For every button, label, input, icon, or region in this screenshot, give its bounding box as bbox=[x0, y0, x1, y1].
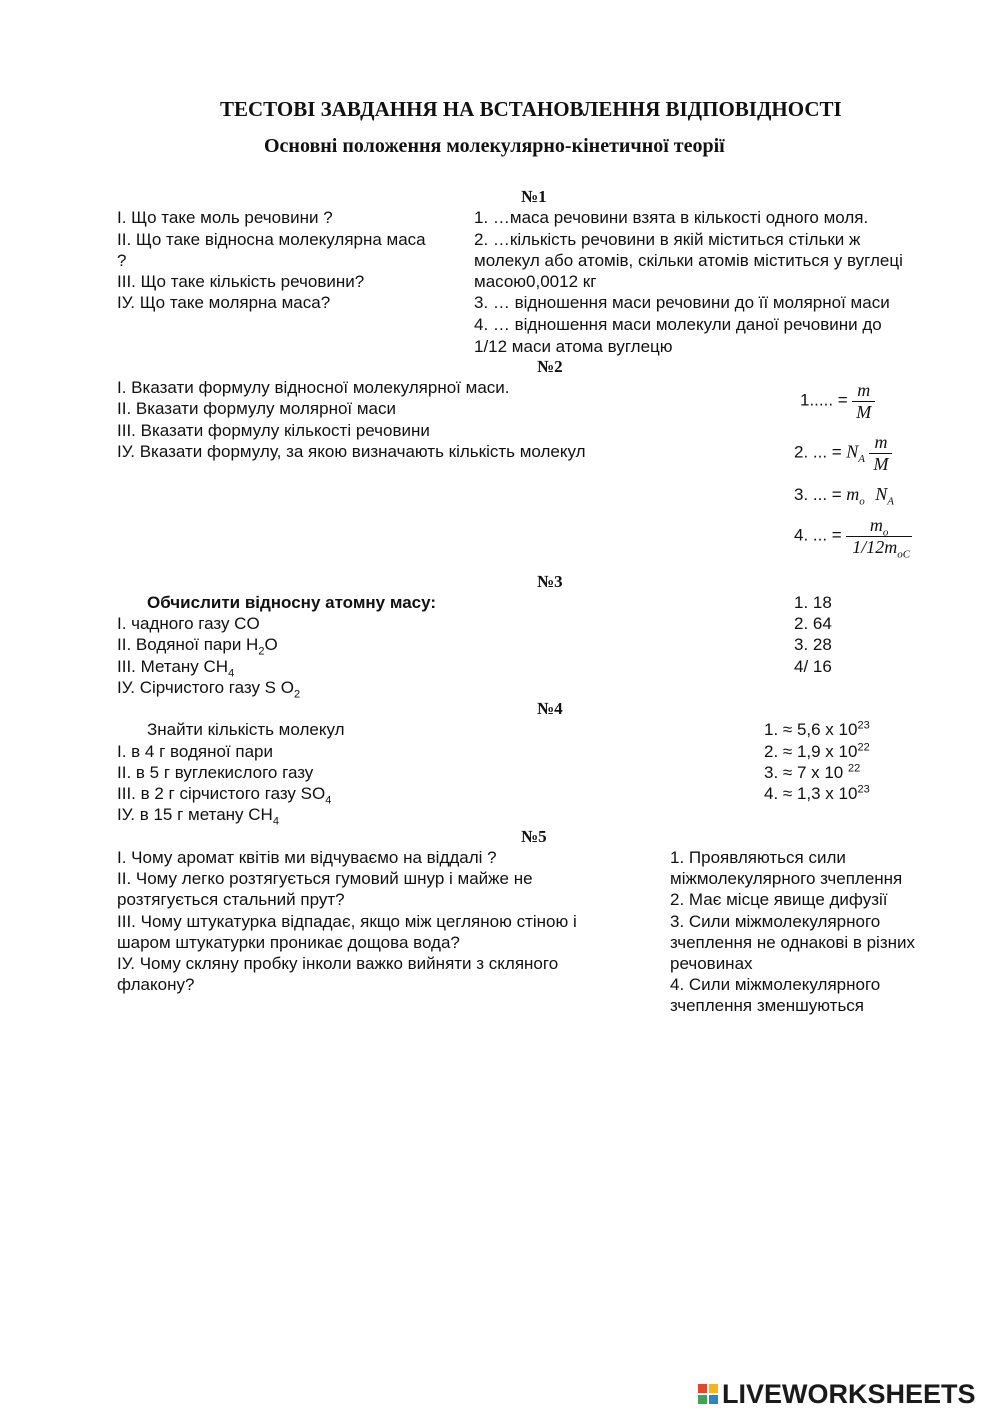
task3-answer: 1. 18 bbox=[794, 593, 832, 612]
task1-answer: 4. … відношення маси молекули даної речовини до bbox=[474, 315, 882, 334]
task3-answer: 4/ 16 bbox=[794, 657, 832, 676]
task4-answer: 1. ≈ 5,6 x $10^{23}$ bbox=[764, 719, 870, 739]
page-title: ТЕСТОВІ ЗАВДАННЯ НА ВСТАНОВЛЕННЯ ВІДПОВІДНОСТІ bbox=[220, 97, 842, 121]
task4-answer: 3. ≈ 7 x 10 $^{22}$ bbox=[764, 762, 861, 782]
formula-subscript: o bbox=[859, 495, 865, 508]
task2-question: ІІІ. Вказати формулу кількості речовини bbox=[117, 421, 430, 440]
formula-avogadro: N bbox=[846, 441, 859, 462]
task4-question: ІУ. в 15 г метану $CH_4$ bbox=[117, 805, 279, 828]
task3-question: ІУ. Сірчистого газу S $O_2$ bbox=[117, 678, 301, 701]
formula-subscript: A bbox=[858, 453, 865, 466]
formula-subscript: oC bbox=[897, 548, 911, 561]
formula-label: 4. ... = bbox=[794, 525, 842, 545]
task5-question: шаром штукатурки проникає дощова вода? bbox=[117, 933, 460, 952]
formula-denominator: 1/12m bbox=[852, 537, 898, 557]
task2-number: №2 bbox=[537, 357, 563, 376]
task5-answer: 3. Сили міжмолекулярного bbox=[670, 912, 881, 931]
task5-question: ІУ. Чому скляну пробку інколи важко вийняти з скляного bbox=[117, 954, 559, 973]
formula-label: 3. ... = bbox=[794, 485, 842, 504]
task1-number: №1 bbox=[521, 187, 547, 206]
formula-numerator: m bbox=[869, 515, 883, 535]
task1-answer: 1. …маса речовини взята в кількості одного моля. bbox=[474, 208, 869, 227]
formula-subscript: A bbox=[887, 495, 894, 508]
task3-question: ІІ. Водяної пари $H_2O$ bbox=[117, 635, 278, 658]
formula-numerator: m bbox=[874, 432, 888, 452]
task2-question: ІУ. Вказати формулу, за якою визначають кількість молекул bbox=[117, 442, 586, 461]
formula-1 bbox=[800, 380, 875, 423]
task1-question: ? bbox=[117, 251, 127, 270]
liveworksheets-logo[interactable] bbox=[698, 1380, 976, 1408]
task5-answer: речовинах bbox=[670, 954, 753, 973]
task5-answer: 1. Проявляються сили bbox=[670, 848, 846, 867]
task3-question: ІІІ. Метану $CH_4$ bbox=[117, 657, 235, 680]
task4-heading: Знайти кількість молекул bbox=[147, 720, 345, 739]
formula-denominator: M bbox=[852, 401, 875, 423]
task1-answer: 1/12 маси атома вуглецю bbox=[474, 337, 673, 356]
formula-3 bbox=[794, 484, 894, 508]
task4-question: ІІ. в 5 г вуглекислого газу bbox=[117, 763, 314, 782]
task5-question: ІІ. Чому легко розтягується гумовий шнур і майже не bbox=[117, 869, 533, 888]
task1-question: ІІ. Що таке відносна молекулярна маса bbox=[117, 230, 426, 249]
task1-question: ІІІ. Що таке кількість речовини? bbox=[117, 272, 365, 291]
task3-heading: Обчислити відносну атомну масу: bbox=[147, 593, 437, 612]
task3-answer: 3. 28 bbox=[794, 635, 832, 654]
task5-answer: 4. Сили міжмолекулярного bbox=[670, 975, 881, 994]
logo-icon bbox=[698, 1384, 718, 1404]
formula-4 bbox=[794, 515, 912, 561]
formula-label: 2. ... = bbox=[794, 442, 842, 462]
logo-square bbox=[698, 1384, 707, 1393]
task5-answer: міжмолекулярного зчеплення bbox=[670, 869, 903, 888]
task5-answer: зчеплення зменшуються bbox=[670, 996, 865, 1015]
task4-question: ІІІ. в 2 г сірчистого газу $SO_4$ bbox=[117, 784, 332, 807]
task5-question: флакону? bbox=[117, 975, 195, 994]
logo-square bbox=[698, 1395, 707, 1404]
task1-question: І. Що таке моль речовини ? bbox=[117, 208, 333, 227]
task4-answer: 2. ≈ 1,9 x $10^{22}$ bbox=[764, 741, 870, 761]
task5-question: розтягується стальний прут? bbox=[117, 890, 345, 909]
task1-answer: 3. … відношення маси речовини до її молярної маси bbox=[474, 293, 890, 312]
formula-label: 1..... = bbox=[800, 390, 848, 410]
task2-question: ІІ. Вказати формулу молярної маси bbox=[117, 399, 397, 418]
task5-answer: зчеплення не однакові в різних bbox=[670, 933, 916, 952]
task4-answer: 4. ≈ 1,3 x $10^{23}$ bbox=[764, 783, 870, 803]
formula-avogadro: N bbox=[875, 484, 888, 504]
formula-mass: m bbox=[846, 484, 860, 504]
task5-answer: 2. Має місце явище дифузії bbox=[670, 890, 888, 909]
task5-question: І. Чому аромат квітів ми відчуваємо на віддалі ? bbox=[117, 848, 497, 867]
task5-number: №5 bbox=[521, 827, 547, 846]
task3-number: №3 bbox=[537, 572, 563, 591]
task4-number: №4 bbox=[537, 699, 563, 718]
task3-answer: 2. 64 bbox=[794, 614, 832, 633]
logo-square bbox=[709, 1395, 718, 1404]
formula-subscript: o bbox=[882, 526, 889, 539]
logo-text: LIVEWORKSHEETS bbox=[722, 1378, 976, 1409]
formula-denominator: M bbox=[869, 453, 892, 475]
page-subtitle: Основні положення молекулярно-кінетичної теорії bbox=[264, 135, 725, 157]
task1-answer: масою0,0012 кг bbox=[474, 272, 597, 291]
task5-question: ІІІ. Чому штукатурка відпадає, якщо між цегляною стіною і bbox=[117, 912, 577, 931]
logo-square bbox=[709, 1384, 718, 1393]
task1-answer: молекул або атомів, скільки атомів міститься у вуглеці bbox=[474, 251, 903, 270]
task2-question: І. Вказати формулу відносної молекулярної маси. bbox=[117, 378, 510, 397]
task1-answer: 2. …кількість речовини в якій міститься стільки ж bbox=[474, 230, 861, 249]
formula-2 bbox=[794, 432, 892, 475]
task1-question: ІУ. Що таке молярна маса? bbox=[117, 293, 331, 312]
formula-numerator: m bbox=[857, 380, 871, 400]
task4-question: І. в 4 г водяної пари bbox=[117, 742, 273, 761]
task3-question: І. чадного газу CO bbox=[117, 614, 260, 633]
